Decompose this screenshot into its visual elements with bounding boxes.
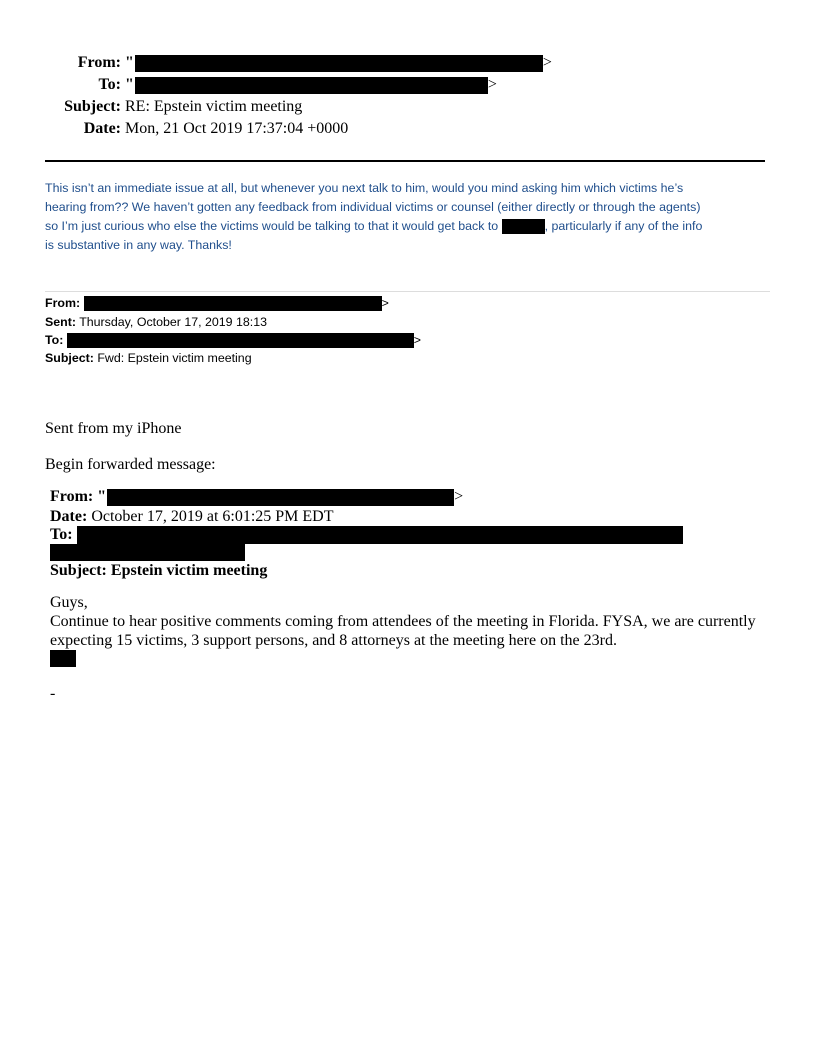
header-divider [45,160,765,162]
subject-value: Fwd: Epstein victim meeting [97,351,252,365]
redaction-box [502,219,545,234]
header-to-row [40,76,497,94]
date-value: Mon, 21 Oct 2019 17:37:04 +0000 [125,120,349,137]
fwd-to-row [50,526,683,544]
from-label: From: [50,488,94,505]
from-quote: " [97,488,107,505]
fwd-greeting: Guys, [50,594,88,611]
reply-line: is substantive in any way. Thanks! [45,238,232,252]
redaction-box [135,55,543,72]
subject-label: Subject: [45,351,94,365]
subject-value: RE: Epstein victim meeting [125,98,303,115]
fwd-from-row [50,488,463,506]
redaction-box [67,333,414,348]
redaction-box [50,650,76,667]
reply-text: , particularly if any of the info [544,219,703,233]
fwd-date-row [50,508,334,526]
reply-line [45,218,702,234]
date-label: Date: [83,120,121,137]
header-date-row [40,120,348,138]
to-quote: " [125,76,134,93]
date-value: October 17, 2019 at 6:01:25 PM EDT [91,508,334,525]
quoted-to-row [45,332,421,348]
fwd-body-line: expecting 15 victims, 3 support persons, and 8 attorneys at the meeting here on the 23rd. [50,632,617,649]
sent-label: Sent: [45,315,76,329]
from-suffix: > [381,296,389,310]
subject-value: Epstein victim meeting [110,562,268,579]
from-suffix: > [454,488,464,505]
to-suffix: > [413,333,422,347]
redaction-box [77,526,683,544]
fwd-body-line: Continue to hear positive comments coming from attendees of the meeting in Florida. FYSA, we are currently [50,613,756,630]
date-label: Date: [50,508,88,525]
to-label: To: [45,333,64,347]
fwd-closing: - [50,685,56,702]
quoted-sent-row [45,314,267,330]
to-label: To: [50,526,73,543]
redaction-box [135,77,488,94]
reply-text: so I’m just curious who else the victims would be talking to that it would get back to [45,219,499,233]
quote-divider [45,291,770,292]
reply-line: This isn’t an immediate issue at all, but whenever you next talk to him, would you mind asking him which victims he’s [45,181,684,195]
from-label: From: [45,296,81,310]
subject-label: Subject: [64,98,121,115]
iphone-signature: Sent from my iPhone [45,420,182,437]
header-from-row [40,54,552,72]
to-suffix: > [487,76,497,93]
header-subject-row [40,98,302,116]
fwd-subject-row [50,562,267,580]
redaction-box [107,489,454,506]
from-suffix: > [542,54,552,71]
reply-line: hearing from?? We haven’t gotten any feedback from individual victims or counsel (either directly or through the agents) [45,200,701,214]
quoted-subject-row [45,350,252,366]
quoted-from-row [45,295,389,311]
subject-label: Subject: [50,562,107,579]
redaction-box [50,544,245,561]
redaction-box [84,296,382,311]
begin-forwarded: Begin forwarded message: [45,456,216,473]
from-label: From: [77,54,121,71]
to-label: To: [98,76,121,93]
from-quote: " [125,54,134,71]
sent-value: Thursday, October 17, 2019 18:13 [79,315,268,329]
